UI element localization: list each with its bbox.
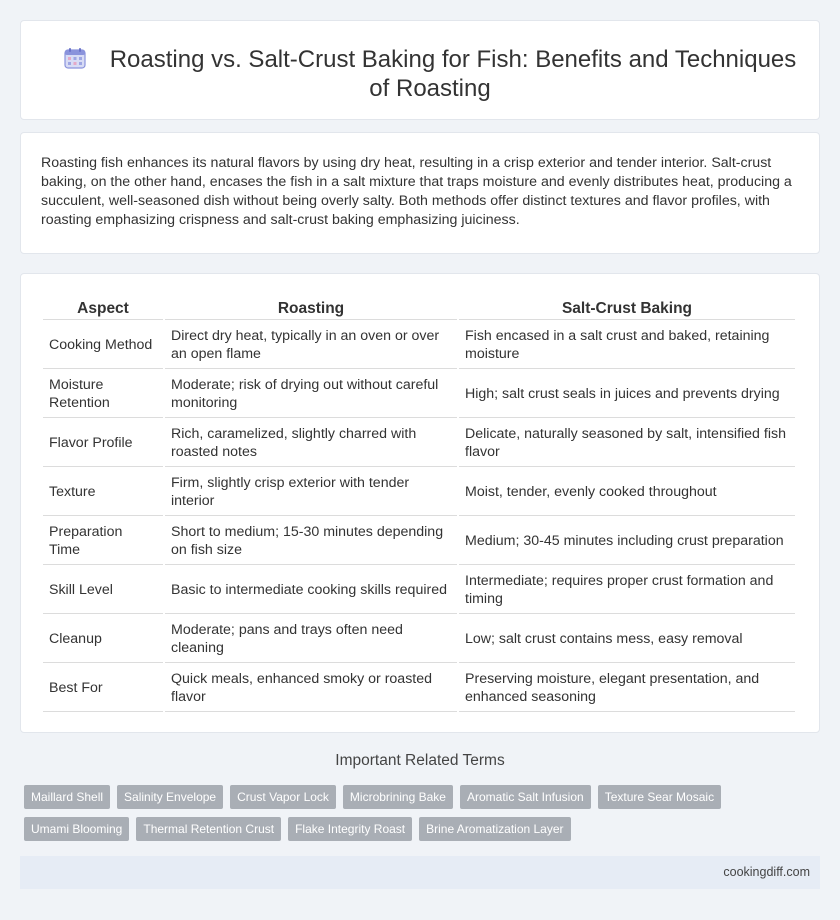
table-row: [43, 616, 795, 663]
cell-salt-crust: Medium; 30-45 minutes including crust preparation: [459, 518, 795, 565]
cell-salt-crust: Delicate, naturally seasoned by salt, intensified fish flavor: [459, 420, 795, 467]
table-row: [43, 371, 795, 418]
cell-salt-crust: Preserving moisture, elegant presentation, and enhanced seasoning: [459, 665, 795, 712]
related-term-tag[interactable]: Crust Vapor Lock: [230, 785, 336, 809]
page-title-text: Roasting vs. Salt-Crust Baking for Fish: Benefits and Techniques of Roasting: [109, 46, 797, 102]
cell-roasting: Rich, caramelized, slightly charred with roasted notes: [165, 420, 457, 467]
cell-roasting: Moderate; pans and trays often need cleaning: [165, 616, 457, 663]
cell-aspect: Cleanup: [43, 616, 163, 663]
cell-salt-crust: Fish encased in a salt crust and baked, retaining moisture: [459, 322, 795, 369]
cell-salt-crust: Moist, tender, evenly cooked throughout: [459, 469, 795, 516]
table-row: [43, 322, 795, 369]
header-card: [20, 20, 820, 120]
footer-site-link[interactable]: cookingdiff.com: [723, 865, 810, 879]
cell-aspect: Best For: [43, 665, 163, 712]
related-terms-heading: Important Related Terms: [335, 752, 505, 769]
related-term-tag[interactable]: Flake Integrity Roast: [288, 817, 412, 841]
comparison-table: [41, 296, 797, 714]
intro-paragraph: Roasting fish enhances its natural flavors by using dry heat, resulting in a crisp exterior and tender interior. Salt-crust baking, on the other hand, encases the fish in a salt mixture that traps moisture and evenly distributes heat, producing a succulent, well-seasoned dish without being overly salty. Both methods offer distinct textures and flavor profiles, with roasting emphasizing crispness and salt-crust baking emphasizing juiciness.: [41, 155, 792, 228]
cell-aspect: Preparation Time: [43, 518, 163, 565]
cell-aspect: Texture: [43, 469, 163, 516]
cell-roasting: Firm, slightly crisp exterior with tender interior: [165, 469, 457, 516]
cell-roasting: Quick meals, enhanced smoky or roasted flavor: [165, 665, 457, 712]
cell-aspect: Cooking Method: [43, 322, 163, 369]
table-row: [43, 469, 795, 516]
cell-aspect: Skill Level: [43, 567, 163, 614]
related-term-tag[interactable]: Thermal Retention Crust: [136, 817, 281, 841]
cell-aspect: Flavor Profile: [43, 420, 163, 467]
comparison-table-card: [20, 273, 820, 733]
cell-salt-crust: Intermediate; requires proper crust formation and timing: [459, 567, 795, 614]
header-salt-crust: Salt-Crust Baking: [459, 298, 795, 320]
cell-roasting: Moderate; risk of drying out without careful monitoring: [165, 371, 457, 418]
table-row: [43, 518, 795, 565]
related-term-tag[interactable]: Microbrining Bake: [343, 785, 453, 809]
cell-salt-crust: High; salt crust seals in juices and prevents drying: [459, 371, 795, 418]
cell-aspect: Moisture Retention: [43, 371, 163, 418]
footer: [20, 856, 820, 889]
header-roasting: Roasting: [165, 298, 457, 320]
related-term-tag[interactable]: Maillard Shell: [24, 785, 110, 809]
cell-salt-crust: Low; salt crust contains mess, easy removal: [459, 616, 795, 663]
cell-roasting: Basic to intermediate cooking skills required: [165, 567, 457, 614]
table-header-row: [43, 298, 795, 320]
related-terms-list: [24, 785, 784, 841]
table-row: [43, 567, 795, 614]
related-term-tag[interactable]: Texture Sear Mosaic: [598, 785, 721, 809]
header-aspect: Aspect: [43, 298, 163, 320]
related-term-tag[interactable]: Brine Aromatization Layer: [419, 817, 570, 841]
calendar-icon: [64, 47, 86, 69]
related-term-tag[interactable]: Aromatic Salt Infusion: [460, 785, 591, 809]
related-term-tag[interactable]: Salinity Envelope: [117, 785, 223, 809]
table-row: [43, 665, 795, 712]
cell-roasting: Direct dry heat, typically in an oven or over an open flame: [165, 322, 457, 369]
related-term-tag[interactable]: Umami Blooming: [24, 817, 129, 841]
intro-card: [20, 132, 820, 254]
cell-roasting: Short to medium; 15-30 minutes depending on fish size: [165, 518, 457, 565]
table-row: [43, 420, 795, 467]
page-title: [61, 45, 799, 103]
